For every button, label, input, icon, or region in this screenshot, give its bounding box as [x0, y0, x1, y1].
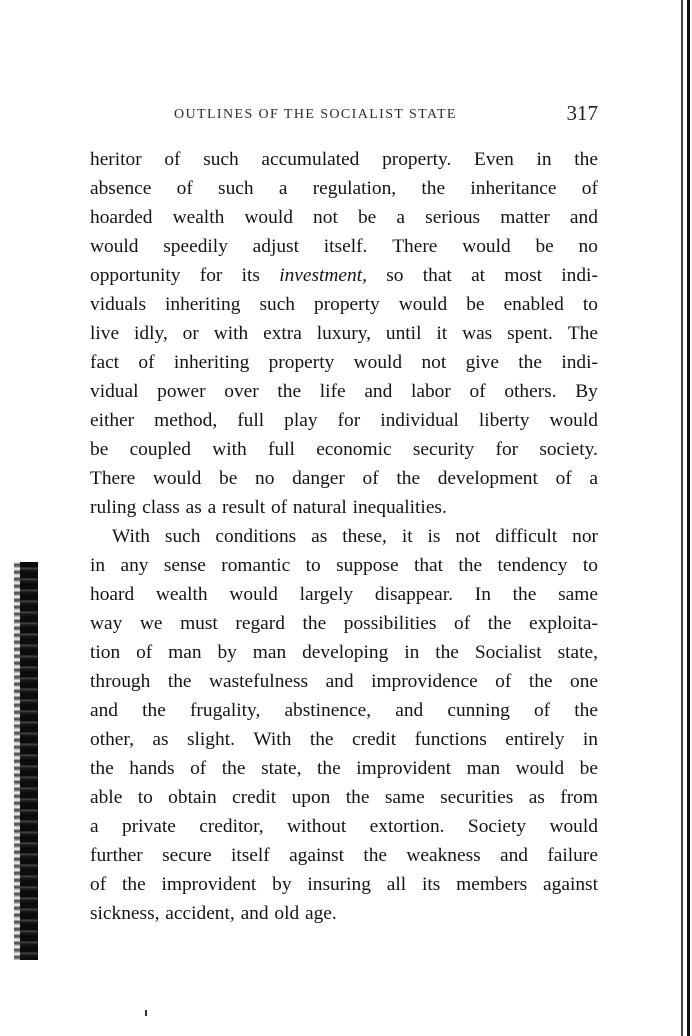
word: securities — [440, 787, 514, 808]
word: be — [466, 294, 485, 315]
text-line — [90, 667, 598, 696]
word: with — [212, 439, 247, 460]
word: was — [462, 323, 493, 344]
word: opportunity — [90, 265, 181, 286]
word: further — [90, 845, 143, 866]
word: no — [255, 468, 275, 489]
word: either — [90, 410, 135, 431]
word: The — [567, 323, 598, 344]
word: the — [528, 671, 553, 692]
word: hoarded — [90, 207, 153, 228]
word: romantic — [221, 555, 291, 576]
word: the — [396, 468, 421, 489]
text-line — [90, 377, 598, 406]
word: inheriting — [173, 352, 250, 373]
word: and — [364, 381, 393, 402]
text-line — [90, 406, 598, 435]
word: power — [157, 381, 206, 402]
word: Even — [474, 149, 514, 170]
word: from — [560, 787, 598, 808]
word: possibilities — [343, 613, 437, 634]
word: sickness, — [90, 903, 160, 924]
word: that — [413, 555, 444, 576]
word: or — [182, 323, 199, 344]
running-title: OUTLINES OF THE SOCIALIST STATE — [174, 107, 457, 122]
word: same — [558, 584, 598, 605]
word: accident, — [165, 903, 235, 924]
word: inequalities. — [352, 497, 447, 518]
word: functions — [414, 729, 487, 750]
word: There — [392, 236, 438, 257]
word: serious — [425, 207, 481, 228]
word: that — [422, 265, 452, 286]
word: other, — [90, 729, 134, 750]
word: against — [289, 845, 344, 866]
text-line — [90, 522, 598, 551]
word: man — [168, 642, 202, 663]
word: property — [314, 294, 380, 315]
word: a — [589, 468, 598, 489]
word: exploita- — [529, 613, 598, 634]
word: With — [112, 526, 150, 547]
word: suppose — [336, 555, 399, 576]
word: ruling — [90, 497, 137, 518]
word: spent. — [507, 323, 553, 344]
word: to — [582, 555, 598, 576]
word: itself. — [323, 236, 368, 257]
word: wealth — [155, 584, 208, 605]
word: economic — [316, 439, 392, 460]
word: age. — [304, 903, 337, 924]
body-text — [90, 145, 598, 928]
word: we — [139, 613, 163, 634]
word: There — [90, 468, 136, 489]
word: same — [384, 787, 425, 808]
word: state, — [261, 758, 302, 779]
word: the — [121, 874, 146, 895]
text-line — [90, 870, 598, 899]
text-line — [90, 841, 598, 870]
text-line — [90, 783, 598, 812]
word: for — [199, 265, 223, 286]
word: full — [237, 410, 265, 431]
word: Society — [467, 816, 527, 837]
word: would — [353, 352, 403, 373]
word: the — [277, 381, 302, 402]
word: of — [90, 874, 107, 895]
text-line — [90, 464, 598, 493]
word: the — [142, 700, 166, 721]
word: property. — [382, 149, 452, 170]
word: for — [337, 410, 361, 431]
word: play — [284, 410, 318, 431]
word: cunning — [447, 700, 510, 721]
text-line — [90, 638, 598, 667]
text-line — [90, 348, 598, 377]
word: class — [142, 497, 180, 518]
word: all — [386, 874, 407, 895]
word: of — [454, 613, 471, 634]
word: largely — [299, 584, 354, 605]
word: creditor, — [199, 816, 264, 837]
word: any — [120, 555, 149, 576]
word: of — [581, 178, 598, 199]
word: of — [136, 642, 153, 663]
binding-edge-line — [681, 0, 683, 1036]
word: of — [533, 700, 551, 721]
word: to — [137, 787, 153, 808]
word: of — [495, 671, 512, 692]
word: hoard — [90, 584, 135, 605]
word: must — [180, 613, 218, 634]
word: in — [90, 555, 106, 576]
word: improvidence — [371, 671, 478, 692]
word: frugality, — [189, 700, 261, 721]
word: such — [164, 526, 201, 547]
paragraph — [90, 145, 598, 522]
print-speck — [145, 1010, 147, 1016]
text-line — [90, 261, 598, 290]
word: indi- — [561, 352, 598, 373]
word: way — [90, 613, 123, 634]
word: extra — [263, 323, 302, 344]
word: security — [412, 439, 475, 460]
running-head — [90, 100, 598, 130]
text-line — [90, 203, 598, 232]
word: the — [487, 613, 512, 634]
word: obtain — [168, 787, 217, 808]
word: of — [164, 149, 181, 170]
word: the — [421, 178, 446, 199]
binding-edge-line — [687, 0, 690, 1036]
word: slight. — [186, 729, 235, 750]
word: a — [396, 207, 406, 228]
word: not — [421, 352, 447, 373]
word: conditions — [215, 526, 297, 547]
word: others. — [504, 381, 557, 402]
word: so — [386, 265, 404, 286]
text-line — [90, 435, 598, 464]
text-line — [90, 551, 598, 580]
word: secure — [162, 845, 212, 866]
word: the — [435, 642, 459, 663]
word: inheriting — [165, 294, 241, 315]
word: until — [385, 323, 422, 344]
word: regard — [235, 613, 285, 634]
word: abstinence, — [284, 700, 372, 721]
word: and — [569, 207, 598, 228]
word: one — [570, 671, 598, 692]
word: accumulated — [261, 149, 360, 170]
word: a — [278, 178, 288, 199]
word: speedily — [163, 236, 228, 257]
word: failure — [547, 845, 598, 866]
word: upon — [291, 787, 331, 808]
word: the — [90, 758, 114, 779]
text-line — [90, 812, 598, 841]
word: credit — [232, 787, 277, 808]
word: development — [437, 468, 538, 489]
word: weakness — [406, 845, 481, 866]
word: such — [218, 178, 254, 199]
word: in — [404, 642, 420, 663]
text-line — [90, 493, 598, 522]
word: natural — [292, 497, 347, 518]
word: the — [512, 584, 537, 605]
word: in — [536, 149, 552, 170]
word: absence — [90, 178, 152, 199]
word: the — [345, 787, 370, 808]
paragraph — [90, 522, 598, 928]
page-number: 317 — [566, 101, 598, 125]
word: and — [395, 700, 424, 721]
text-line — [90, 145, 598, 174]
word: be — [357, 207, 377, 228]
word: and — [240, 903, 269, 924]
word: idly, — [133, 323, 168, 344]
word: a — [207, 497, 217, 518]
word: hands — [129, 758, 175, 779]
word: method, — [154, 410, 218, 431]
page-edge-shadow — [18, 562, 38, 960]
word: these, — [342, 526, 387, 547]
word: With — [253, 729, 292, 750]
word: no — [578, 236, 598, 257]
word: the — [309, 729, 334, 750]
word: coupled — [129, 439, 191, 460]
word: would — [90, 236, 139, 257]
word: the — [574, 149, 598, 170]
word: not — [313, 207, 338, 228]
word: inheritance — [470, 178, 557, 199]
word: as — [152, 729, 169, 750]
word: man — [466, 758, 501, 779]
text-line — [90, 609, 598, 638]
word: of — [555, 468, 572, 489]
word: would — [549, 816, 598, 837]
word: of — [190, 758, 207, 779]
word: as — [185, 497, 202, 518]
text-line — [90, 232, 598, 261]
word: the — [302, 613, 327, 634]
word: property — [268, 352, 335, 373]
word: nor — [572, 526, 598, 547]
word: of — [138, 352, 155, 373]
word: live — [90, 323, 120, 344]
word: investment, — [279, 265, 367, 286]
word: would — [462, 236, 511, 257]
word: viduals — [90, 294, 147, 315]
word: the — [518, 352, 542, 373]
word: full — [267, 439, 295, 460]
word: by — [272, 874, 292, 895]
word: able — [90, 787, 123, 808]
word: man — [252, 642, 287, 663]
word: it — [436, 323, 448, 344]
word: as — [528, 787, 545, 808]
word: luxury, — [316, 323, 371, 344]
word: indi- — [561, 265, 598, 286]
word: fact — [90, 352, 120, 373]
word: at — [471, 265, 486, 286]
word: with — [213, 323, 249, 344]
text-line — [90, 580, 598, 609]
word: such — [259, 294, 295, 315]
word: be — [90, 439, 109, 460]
word: as — [311, 526, 328, 547]
word: would — [152, 468, 202, 489]
text-line — [90, 754, 598, 783]
word: such — [203, 149, 239, 170]
word: result — [222, 497, 266, 518]
word: be — [219, 468, 238, 489]
word: over — [224, 381, 259, 402]
word: wealth — [172, 207, 225, 228]
word: would — [229, 584, 278, 605]
word: individual — [380, 410, 459, 431]
word: adjust — [252, 236, 299, 257]
word: danger — [292, 468, 345, 489]
word: without — [287, 816, 347, 837]
word: be — [535, 236, 554, 257]
word: the — [363, 845, 388, 866]
word: Socialist — [474, 642, 542, 663]
text-line — [90, 319, 598, 348]
word: the — [317, 758, 341, 779]
word: tion — [90, 642, 121, 663]
word: old — [274, 903, 300, 924]
word: entirely — [505, 729, 565, 750]
word: the — [458, 555, 483, 576]
word: wastefulness — [209, 671, 309, 692]
word: developing — [302, 642, 389, 663]
word: of — [270, 497, 288, 518]
word: sense — [163, 555, 206, 576]
word: in — [582, 729, 598, 750]
word: In — [474, 584, 491, 605]
word: would — [398, 294, 448, 315]
word: life — [319, 381, 346, 402]
text-line — [90, 899, 598, 928]
word: most — [504, 265, 543, 286]
word: insuring — [307, 874, 371, 895]
word: itself — [230, 845, 270, 866]
word: and — [325, 671, 354, 692]
word: improvident — [356, 758, 452, 779]
word: it — [401, 526, 413, 547]
word: of — [176, 178, 193, 199]
word: credit — [352, 729, 397, 750]
word: its — [241, 265, 260, 286]
word: is — [427, 526, 441, 547]
word: through — [90, 671, 151, 692]
word: private — [122, 816, 176, 837]
word: tendency — [497, 555, 568, 576]
word: vidual — [90, 381, 139, 402]
word: would — [549, 410, 598, 431]
word: of — [469, 381, 486, 402]
word: labor — [410, 381, 451, 402]
word: improvident — [161, 874, 257, 895]
word: society. — [539, 439, 598, 460]
word: and — [90, 700, 118, 721]
word: for — [495, 439, 519, 460]
word: the — [574, 700, 598, 721]
word: and — [500, 845, 528, 866]
word: to — [582, 294, 598, 315]
word: to — [305, 555, 321, 576]
word: be — [579, 758, 598, 779]
word: its — [421, 874, 441, 895]
word: extortion. — [369, 816, 445, 837]
word: liberty — [478, 410, 530, 431]
word: the — [167, 671, 192, 692]
text-line — [90, 290, 598, 319]
word: the — [221, 758, 246, 779]
word: a — [90, 816, 99, 837]
word: regulation, — [312, 178, 397, 199]
word: disappear. — [374, 584, 453, 605]
word: give — [465, 352, 499, 373]
word: of — [362, 468, 379, 489]
word: would — [244, 207, 293, 228]
text-line — [90, 174, 598, 203]
word: members — [456, 874, 528, 895]
word: enabled — [503, 294, 564, 315]
word: state, — [557, 642, 598, 663]
text-line — [90, 725, 598, 754]
word: by — [217, 642, 237, 663]
word: matter — [500, 207, 550, 228]
word: would — [515, 758, 565, 779]
text-line — [90, 696, 598, 725]
word: not — [455, 526, 481, 547]
word: heritor — [90, 149, 142, 170]
word: By — [575, 381, 598, 402]
word: difficult — [495, 526, 558, 547]
word: against — [543, 874, 598, 895]
